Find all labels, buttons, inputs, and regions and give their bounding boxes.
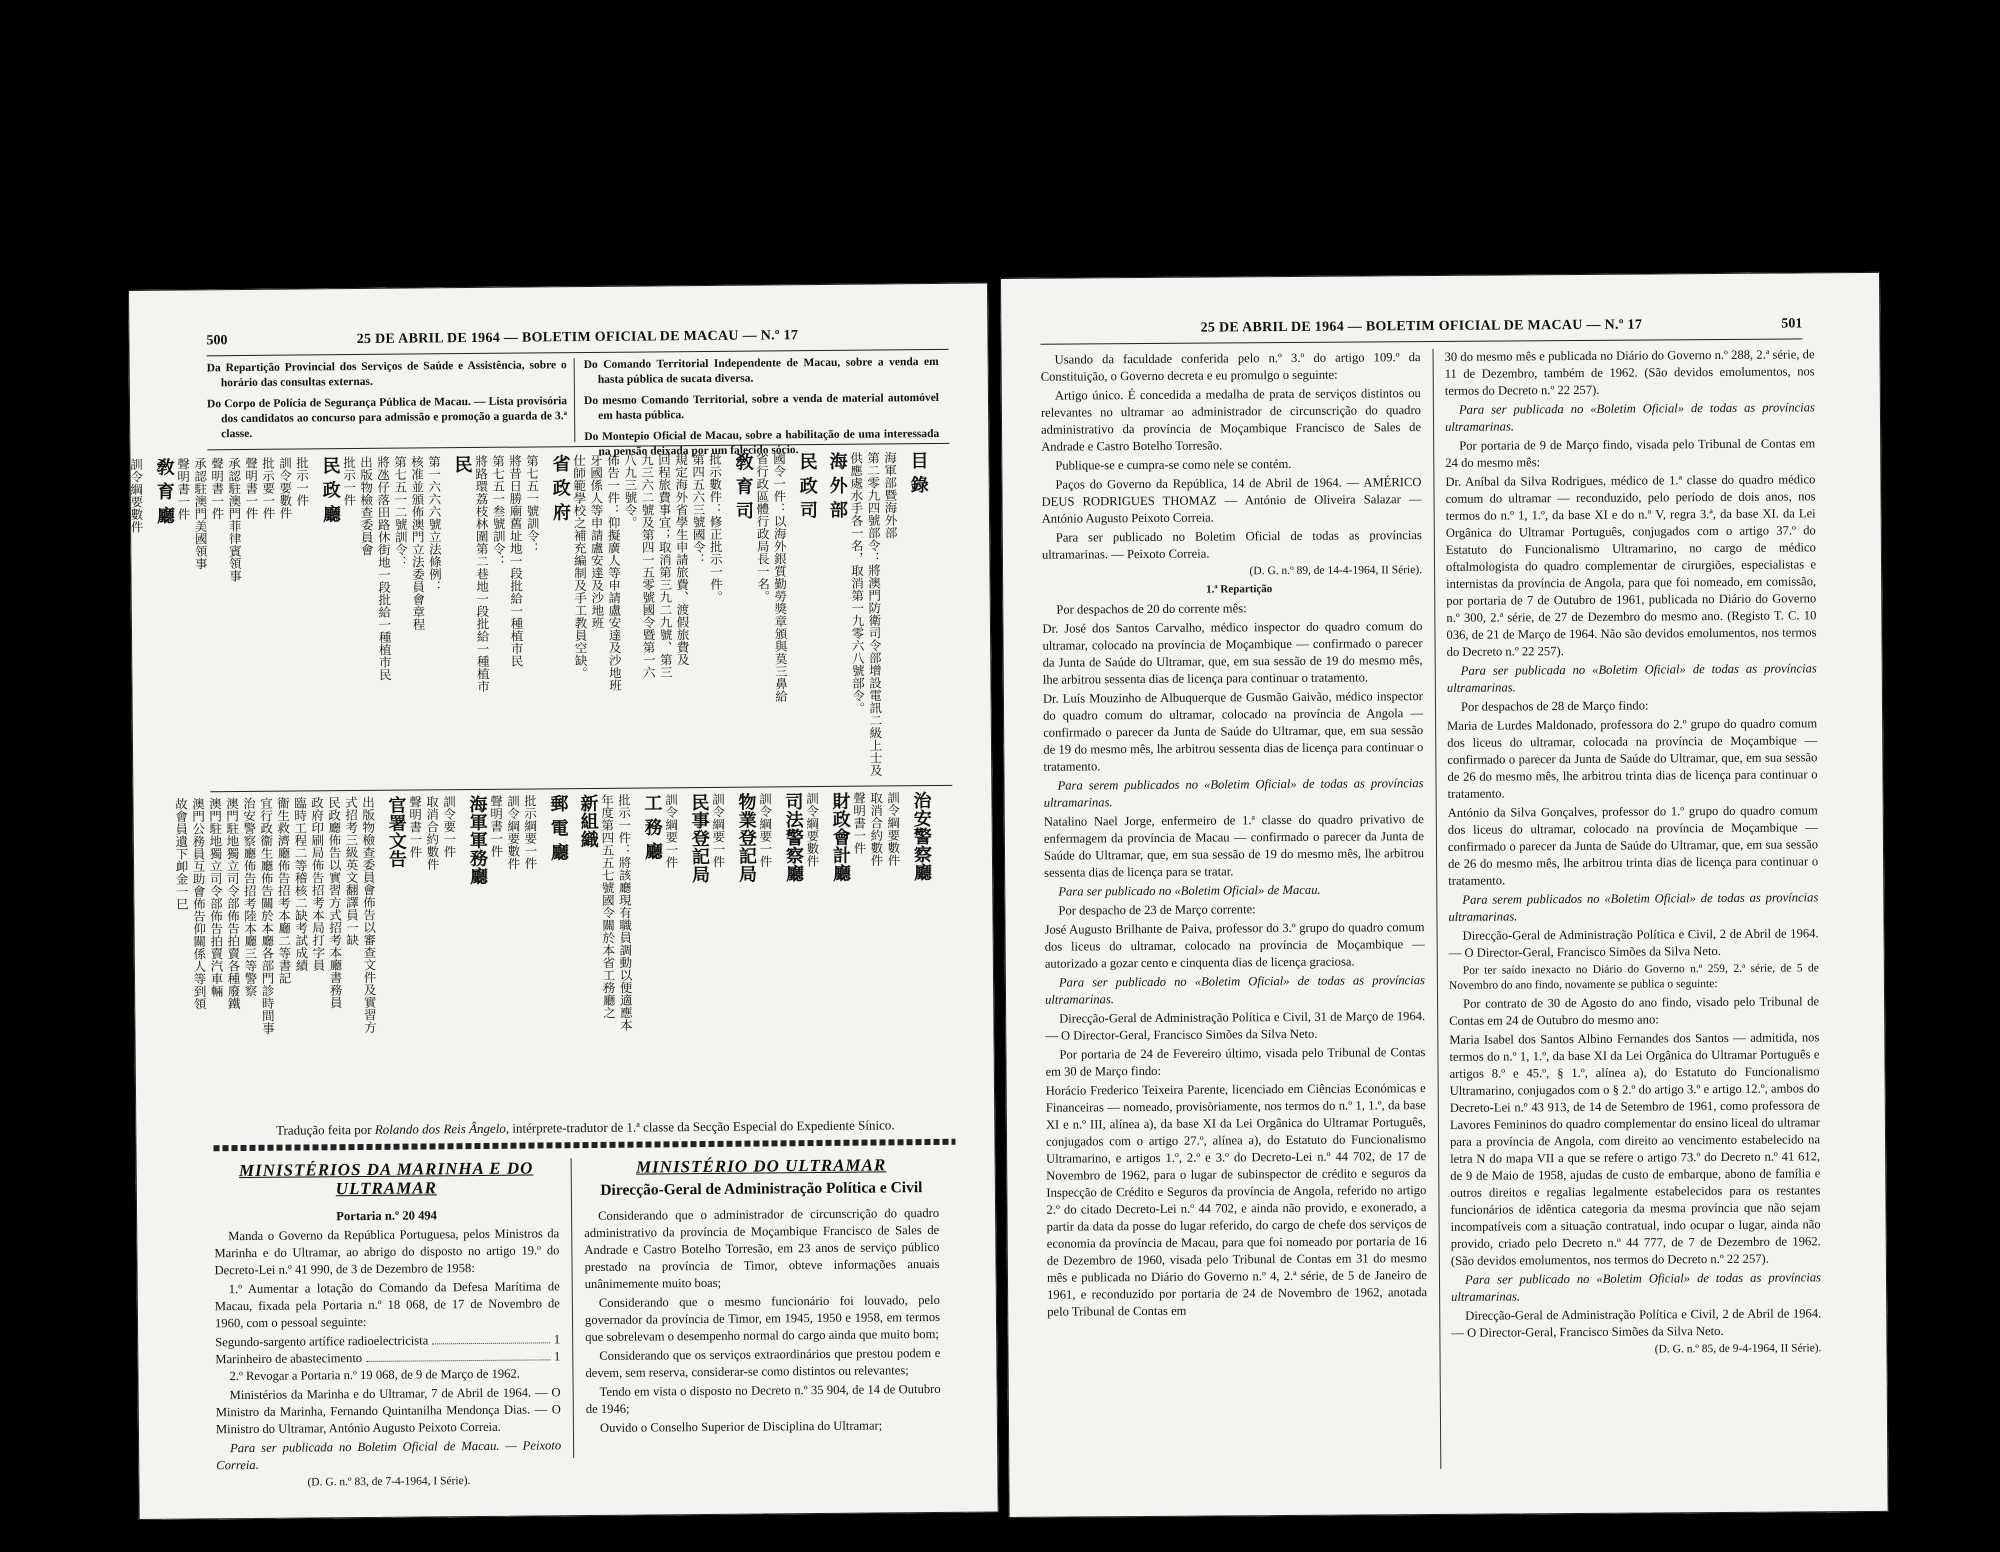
chinese-heading: 目 錄 <box>907 451 929 494</box>
ministry-heading: MINISTÉRIO DO ULTRAMAR <box>635 1155 887 1177</box>
publish-note: Para serem publicados no «Boletim Oficial» de todas as províncias ultramarinas. <box>1043 776 1424 810</box>
chinese-entry: 海軍部暨海外部 <box>882 451 899 539</box>
paragraph: Considerando que os serviços extraordinários que prestou podem e devem, sem reserva, considerar-se como distintos ou relevantes; <box>585 1345 941 1381</box>
paragraph: Direcção-Geral de Administração Política e Civil, 31 de Março de 1964. — O Director-Geral, Francisco Simões da Silva Neto. <box>1045 1009 1426 1043</box>
paragraph: Tendo em vista o disposto no Decreto n.º 35 904, de 14 de Outubro de 1946; <box>585 1381 941 1417</box>
paragraph: Maria Isabel dos Santos Albino Fernandes dos Santos — admitida, nos termos do n.º 1, 1.º, da base XI da Lei Orgânica do Ultramar Português e artigos 8.º e 45.º, § 1.º, alínea a), do Estatuto do Funcionalismo Ultramarino, conjugados com o § 2.º do artigo 3.º e artigo 12.º, ambos do Decreto-Lei n.º 43 913, de 14 de Setembro de 1961, como professora de Lavores Femininos do quadro complementar do ensino liceal do ultramar para a província de Angola, com direito ao vencimento estabelecido na letra N do mapa VII a que se refere o artigo 73.º do Decreto n.º 41 612, de 9 de Maio de 1958, ajudas de custo de embarque, abono de família e outros direitos e regalias legalmente estabelecidos para os restantes funcionários de idêntica categoria da mesma província que não sejam incompatíveis com a situação contratual, indo ocupar o lugar, ainda não provido, criado pelo Decreto n.º 44 777, de 7 de Dezembro de 1962. (São devidos emolumentos, nos termos do Decreto n.º 22 257). <box>1449 1030 1821 1268</box>
chinese-entry: 批示綱要一件 <box>522 794 539 870</box>
chinese-entry: 批示一件：將該廳現有職員調動以便適應本 <box>616 793 634 1032</box>
chinese-entry: 九三六二號及第四一五零號國令暨第一六 <box>639 453 657 679</box>
chinese-heading: 敎 育 司 <box>732 452 755 520</box>
chinese-entry: 將昔日勝廟舊址地一段批給一種植市民 <box>507 454 525 668</box>
chinese-entry: 治安警察廳佈告招考陸本廳三等警察 <box>241 796 259 998</box>
paragraph: Natalino Nael Jorge, enfermeiro de 1.ª classe do quadro privativo de enfermagem da província de Macau — confirmado o parecer da Junta de Saúde do Ultramar, que, em sua sessão de 19 do mesmo mês, lhe arbitrou sessenta dias de licença para se tratar. <box>1043 812 1425 880</box>
chinese-heading: 民事登記局 <box>688 792 711 884</box>
chinese-entry: 供應處水手各一名，取消第一九零六八號部令。 <box>848 451 866 715</box>
chinese-entry: 批示一件 <box>294 456 310 507</box>
publish-note: Para serem publicados no «Boletim Oficial» de todas as províncias ultramarinas. <box>1448 890 1819 924</box>
left-page-header <box>206 327 948 356</box>
paragraph: Horácio Frederico Teixeira Parente, licenciado em Ciências Económicas e Financeiras — nomeado, provisòriamente, nos termos do n.º 1, 1.º, da base XI e n.º III, alínea a), da base XI da Lei Orgânica do Ultramar Português, conjugados com o artigo 27.º, alínea a), do Estatuto do Funcionalismo Ultramarino, e artigos 1.º, 2.º e 3.º do Decreto-Lei n.º 44 702, de 17 de Novembro de 1962, para o lugar de subinspector de crédito e seguros da Inspecção de Crédito e Seguros da província de Angola, referido no artigo 2.º do citado Decreto-Lei n.º 44 702, e ainda não provido, e exonerado, a partir da data da posse do lugar referido, do cargo de chefe dos serviços de economia da província de Macau, para que foi nomeado por portaria de 16 de Dezembro de 1960, visada pelo Tribunal de Contas em 31 do mesmo mês e publicada no Diário do Governo n.º 4, 2.ª série, de 5 de Janeiro de 1961, e reconduzido por portaria de 24 de Novembro de 1962, anotada pelo Tribunal de Contas em <box>1045 1081 1428 1319</box>
chinese-entry: 訓令綱要一件 <box>710 792 727 868</box>
paragraph: Publique-se e cumpra-se como nele se contém. <box>1055 456 1292 473</box>
ministry-heading: MINISTÉRIOS DA MARINHA E DO ULTRAMAR <box>238 1158 534 1199</box>
right-page-header <box>1040 316 1802 344</box>
chinese-heading: 郵 電 廳 <box>547 794 569 861</box>
chinese-entry: 澳門駐地獨立司令部佈告拍賣各種廢鐵 <box>224 797 242 1010</box>
chinese-entry: 取消合約數件 <box>424 795 441 871</box>
chinese-entry: 式招考三級英文翻譯員一缺 <box>343 796 360 947</box>
paragraph: Considerando que o administrador de circunscrição do quadro administrativo da província de Moçambique Francisco de Sales de Andrade e Castro Botelho Torresão, em 23 anos de serviço público prestado na província de Timor, obteve informações anuais unânimemente muito boas; <box>584 1205 940 1292</box>
signature: Ministérios da Marinha e do Ultramar, 7 de Abril de 1964. — O Ministro da Marinha, Fernando Quintanilha Mendonça Dias. — O Ministro do Ultramar, António Augusto Peixoto Correia. <box>215 1385 561 1437</box>
chinese-entry: 批示要一件 <box>260 456 277 520</box>
chinese-entry: 承認駐澳門菲律賓領事 <box>226 457 243 583</box>
chinese-entry: 出版物檢查委員會佈告以審查文件及實習方 <box>360 795 378 1034</box>
paragraph: Por despachos de 20 do corrente mês: <box>1056 601 1247 617</box>
chinese-entry: 第一六六六號立法條例： <box>426 455 443 593</box>
paragraph: Dr. Aníbal da Silva Rodrigues, médico de 1.ª classe do quadro médico comum do ultramar — reconduzido, pelo período de dois anos, nos termos do n.º 1, 1.º, da base XI e do n.º V, regra 3.ª, da base XI. da Lei Orgânica do Ultramar Português, conjugados com o artigo 37.º do Estatuto do Funcionalismo Ultramarino, no cargo de médico oftalmologista do quadro complementar de cirurgiões, especialistas e internistas da província de Angola, para que foi nomeado, em comissão, por portaria de 7 de Outubro de 1961, publicada no Diário do Governo n.º 300, 2.ª série, de 27 de Dezembro do mesmo ano. (Registo T. C. 10 036, de 21 de Março de 1964. Não são devidos emolumentos, nos termos do Decreto n.º 22 257). <box>1445 472 1817 659</box>
paragraph: 1.º Aumentar a lotação do Comando da Defesa Marítima de Macau, fixada pela Portaria n.º 18 068, de 17 de Novembro de 1960, com o pessoal seguinte: <box>214 1279 560 1331</box>
chinese-heading: 省 政 府 <box>549 454 572 521</box>
chinese-entry: 聲明書一件 <box>488 794 504 858</box>
notice: Da Repartição Provincial dos Serviços de Saúde e Assistência, sobre o horário das consultas externas. <box>206 359 567 390</box>
chinese-heading: 財政會計廳 <box>829 791 852 882</box>
chinese-entry: 政府印刷局佈告招考本局打字員 <box>309 796 326 972</box>
publish-note: Para ser publicado no «Boletim Oficial» de todas as províncias ultramarinas. <box>1451 1270 1822 1304</box>
paragraph: Por despacho de 23 de Março corrente: <box>1058 902 1256 918</box>
chinese-entry: 衞生救濟廳佈告招考本廳二等書記 <box>275 796 293 985</box>
paragraph: Direcção-Geral de Administração Política e Civil, 2 de Abril de 1964. — O Director-Geral, Francisco Simões da Silva Neto. <box>1448 926 1819 960</box>
chinese-entry: 回程旅費事宜；取消第三九二九號、第三 <box>656 453 674 679</box>
chinese-entry: 聲明書一件 <box>243 456 260 520</box>
column-divider <box>574 358 576 442</box>
paragraph: Por ter saído inexacto no Diário do Governo n.º 259, 2.ª série, de 5 de Novembro do ano findo, novamente se publica o seguinte: <box>1448 962 1819 992</box>
chinese-entry: 澳門公務員互助會佈告仰關係人等到領 <box>190 797 208 1010</box>
chinese-heading: 民 政 廳 <box>319 456 342 523</box>
paragraph: Artigo único. É concedida a medalha de prata de serviços distintos ou relevantes no ultramar ao administrador de circunscrição do quadro administrativo da província de Moçambique Francisco de Sales de Andrade e Castro Botelho Torresão. <box>1040 386 1422 454</box>
chinese-heading: 治安警察廳 <box>910 791 933 882</box>
header-title: 25 DE ABRIL DE 1964 — BOLETIM OFICIAL DE MACAU — N.º 17 <box>356 328 799 348</box>
publish-note: Para ser publicado no «Boletim Oficial» de Macau. <box>1058 882 1321 899</box>
column-divider <box>571 1158 575 1458</box>
chinese-entry: 出版物檢查委員會 <box>358 455 375 556</box>
list-row: Segundo-sargento artífice radioelectricista 1 <box>215 1332 561 1350</box>
chinese-entry: 佈告一件：仰擬廣人等申請盧安達及沙地班 <box>605 453 623 692</box>
paragraph: Por portaria de 24 de Fevereiro último, visada pelo Tribunal de Contas em 30 de Março findo: <box>1045 1045 1426 1079</box>
chinese-entry: 第二零九四號部令：將澳門防衛司令部增設電訊二級上士及 <box>865 451 884 777</box>
notice: Do Comando Territorial Independente de Macau, sobre a venda em hasta pública de sucata diversa. <box>583 355 939 386</box>
paragraph: Para ser publicado no Boletim Oficial de todas as províncias ultramarinas. — Peixoto Correia. <box>1041 528 1422 562</box>
chinese-entry: 第七五一叁號訓令： <box>490 454 507 568</box>
notices-right-column <box>584 355 940 466</box>
chinese-entry: 聲明書一件 <box>175 457 192 521</box>
right-column-1 <box>1041 349 1428 1323</box>
chinese-index-top <box>128 451 930 787</box>
chinese-heading: 海軍軍務廳 <box>466 794 489 886</box>
chinese-entry: 訓令綱要數件 <box>885 791 902 867</box>
paragraph: Manda o Governo da República Portuguesa, pelos Ministros da Marinha e do Ultramar, ao abrigo do disposto no artigo 19.º do Decreto-Lei n.º 41 990, de 3 de Dezembro de 1958: <box>214 1226 560 1278</box>
header-title: 25 DE ABRIL DE 1964 — BOLETIM OFICIAL DE MACAU — N.º 17 <box>1200 317 1643 336</box>
chinese-heading: 工 務 廳 <box>641 793 663 861</box>
chinese-index-bottom <box>173 791 933 1117</box>
chinese-entry: 聲明書一件 <box>851 791 867 855</box>
chinese-heading: 官署文告 <box>385 795 408 868</box>
chinese-entry: 第七五一二號訓令： <box>392 455 409 569</box>
publish-note: Para ser publicada no «Boletim Oficial» de todas as províncias ultramarinas. <box>1445 400 1815 434</box>
chinese-heading: 海 外 部 <box>826 451 849 519</box>
list-row: Marinheiro de abastecimento 1 <box>215 1349 561 1367</box>
chinese-entry: 八九三號令。 <box>622 453 639 529</box>
chinese-entry: 訓令綱要數件 <box>804 791 821 868</box>
chinese-entry: 承認駐澳門美國領事 <box>192 457 209 570</box>
paragraph: (D. G. n.º 89, de 14-4-1964, II Série). <box>1249 564 1423 578</box>
chinese-entry: 故會員遺下卹金一巳 <box>173 797 190 911</box>
chinese-entry: 批示一件 <box>341 456 357 507</box>
chinese-heading: 新組織 <box>577 793 599 849</box>
paragraph: Por contrato de 30 de Agosto do ano findo, visado pelo Tribunal de Contas em 24 de Outubro do mesmo ano: <box>1449 994 1820 1028</box>
chinese-heading: 敎 育 廳 <box>153 457 176 525</box>
column-divider <box>1433 349 1442 1469</box>
chinese-entry: 將路環荔枝林圍第二巷地一段批給一種植市 <box>473 454 491 693</box>
chinese-entry: 宜行政衞生廳佈告關於本廳各部門診時間事 <box>258 796 276 1035</box>
paragraph: Considerando que o mesmo funcionário foi louvado, pelo governador da província de Timor, em 1945, 1950 e 1958, em termos que sobrelevam o desempenho normal do cargo ainda que muito bom; <box>584 1292 941 1345</box>
right-column-2 <box>1445 346 1822 1361</box>
notice: Do Montepio Oficial de Macau, sobre a habilitação de uma interessada na pensão deixada por um falecido sócio. <box>584 427 940 458</box>
paragraph: Paços do Governo da República, 14 de Abril de 1964. — AMÉRICO DEUS RODRIGUES THOMAZ — António de Oliveira Salazar — António Augusto Peixoto Correia. <box>1041 475 1422 526</box>
chinese-entry: 訓令綱要一件 <box>663 793 680 869</box>
paragraph: Por portaria de 9 de Março findo, visada pelo Tribunal de Contas em 24 do mesmo mês: <box>1445 436 1816 470</box>
right-page <box>1000 272 1889 1518</box>
left-page <box>128 282 999 1519</box>
notice: Do mesmo Comando Territorial, sobre a venda de material automóvel em hasta pública. <box>583 391 940 422</box>
paragraph: 2.º Revogar a Portaria n.º 19 068, de 9 de Março de 1962. <box>229 1366 520 1384</box>
paragraph: Dr. Luís Mouzinho de Albuquerque de Gusmão Gaivão, médico inspector do quadro comum do ultramar, colocado na província de Angola — confirmado o parecer da Junta de Saúde do Ultramar, que, em sua sessão de 19 do mesmo mês, lhe arbitrou sessenta dias de licença para continuar o tratamento. <box>1042 689 1424 774</box>
chinese-entry: 取消合約數件 <box>868 791 885 867</box>
paragraph: Direcção-Geral de Administração Política e Civil, 2 de Abril de 1964. — O Director-Geral, Francisco Simões da Silva Neto. <box>1451 1306 1822 1340</box>
paragraph: (D. G. n.º 85, de 9-4-1964, II Série). <box>1654 1342 1822 1356</box>
chinese-entry: 澳門駐地獨立司令部佈告拍賣汽車輛 <box>207 797 225 998</box>
chinese-entry: 訓令綱要數件 <box>505 794 522 870</box>
chinese-entry: 訓令要數件 <box>277 456 294 520</box>
translation-note: Tradução feita por Rolando dos Reis Ângelo, intérprete-tradutor de 1.ª classe da Secção Especial do Expediente Sínico. <box>275 1117 895 1138</box>
chinese-heading: 司法警察廳 <box>782 792 805 883</box>
notices-left-column <box>207 358 568 448</box>
dg-reference: (D. G. n.º 83, de 7-4-1964, I Série). <box>307 1475 471 1489</box>
ultramar-column <box>584 1155 941 1439</box>
section-heading: 1.ª Repartição <box>1206 583 1273 596</box>
paragraph: Dr. José dos Santos Carvalho, médico inspector do quadro comum do ultramar, colocado na província de Moçambique — confirmado o parecer da Junta de Saúde do Ultramar, que, em sua sessão de 19 do mesmo mês, lhe arbitrou sessenta dias de licença para continuar o tratamento. <box>1042 619 1423 687</box>
chinese-entry: 核准並頒佈澳門立法委員會章程 <box>409 455 426 631</box>
chinese-entry: 年度第四五五七號國令關於本省工務廳之 <box>599 793 617 1019</box>
page-number: 500 <box>206 333 228 349</box>
chinese-entry: 牙國係人等申請盧安達及沙地班 <box>588 453 605 629</box>
chinese-entry: 仕師範學校之補充編制及手工教員空缺。 <box>571 454 589 680</box>
chinese-entry: 省行政區體行政局長一名。 <box>754 452 771 603</box>
publish-note: Para ser publicado no «Boletim Oficial» de todas as províncias ultramarinas. <box>1044 973 1425 1007</box>
paragraph: Maria de Lurdes Maldonado, professora do 2.º grupo do quadro comum dos liceus do ultramar, colocada na província de Moçambique — confirmado o parecer da Junta de Saúde do Ultramar, que, em sua sessão de 26 do mesmo mês, lhe arbitrou trinta dias de licença para continuar o tratamento. <box>1447 716 1818 801</box>
publish-note: Para ser publicada no «Boletim Oficial» de todas as províncias ultramarinas. <box>1446 661 1817 695</box>
chinese-heading: 民 政 司 <box>796 451 819 519</box>
chinese-entry: 民政廳佈告以實習方式招考本廳書務員 <box>326 796 344 1009</box>
chinese-entry: 第七五一號訓令： <box>524 454 541 555</box>
paragraph: José Augusto Brilhante de Paiva, professor do 3.º grupo do quadro comum dos liceus do ultramar, colocado na província de Moçambique — autorizado a gozar cento e cinquenta dias de licença graciosa. <box>1044 920 1425 971</box>
chinese-entry: 規定海外省學生申請旅費、渡假旅費及 <box>673 453 691 666</box>
page-number: 501 <box>1781 316 1803 332</box>
department-heading: Direcção-Geral de Administração Política e Civil <box>600 1179 923 1199</box>
chinese-entry: 聲明書一件 <box>209 457 226 520</box>
marinha-column <box>214 1158 562 1493</box>
chinese-entry: 聲明書一件 <box>407 795 423 859</box>
chinese-entry: 訓令綱要一件 <box>757 792 774 868</box>
chinese-entry: 國令一件：以海外銀質勤勞獎章頒與莫三鼻給 <box>771 452 789 703</box>
paragraph: António da Silva Gonçalves, professor do 1.º grupo do quadro comum dos liceus do ultramar, colocado na província de Moçambique — confirmado o parecer da Junta de Saúde do Ultramar, que, em sua sessão de 26 do mesmo mês, lhe arbitrou trinta dias de licença para continuar o tratamento. <box>1447 803 1819 888</box>
chinese-entry: 第四五六三號國令： <box>690 452 707 566</box>
paragraph: Por despachos de 28 de Março findo: <box>1460 698 1649 714</box>
chinese-heading: 民 <box>451 455 473 474</box>
chinese-entry: 將氹仔落田路休街地一段批給一種植市民 <box>375 455 393 681</box>
notice: Do Corpo de Polícia de Segurança Pública de Macau. — Lista provisória dos candidatos ao concurso para admissão e promoção a guarda de 3.ª classe. <box>206 395 568 441</box>
chinese-heading: 物業登記局 <box>735 792 758 883</box>
wavy-rule <box>213 1139 955 1151</box>
publish-note: Para ser publicada no Boletim Oficial de Macau. — Peixoto Correia. <box>216 1438 562 1473</box>
chinese-entry: 臨時工程二等稽核二缺考試成績 <box>292 796 309 972</box>
paragraph: Usando da faculdade conferida pelo n.º 3.º do artigo 109.º da Constituição, o Governo decreta e eu promulgo o seguinte: <box>1040 350 1421 384</box>
portaria-title: Portaria n.º 20 494 <box>336 1208 437 1224</box>
chinese-entry: 批示數件：修正批示一件。 <box>707 452 724 603</box>
chinese-entry: 訓令綱要數件 <box>128 457 145 533</box>
paragraph: 30 do mesmo mês e publicada no Diário do Governo n.º 288, 2.ª série, de 11 de Dezembro, também de 1962. (São devidos emolumentos, nos termos do Decreto n.º 22 257). <box>1444 347 1815 398</box>
chinese-entry: 訓令要一件 <box>441 795 457 858</box>
paragraph: Ouvido o Conselho Superior de Disciplina do Ultramar; <box>599 1418 883 1435</box>
